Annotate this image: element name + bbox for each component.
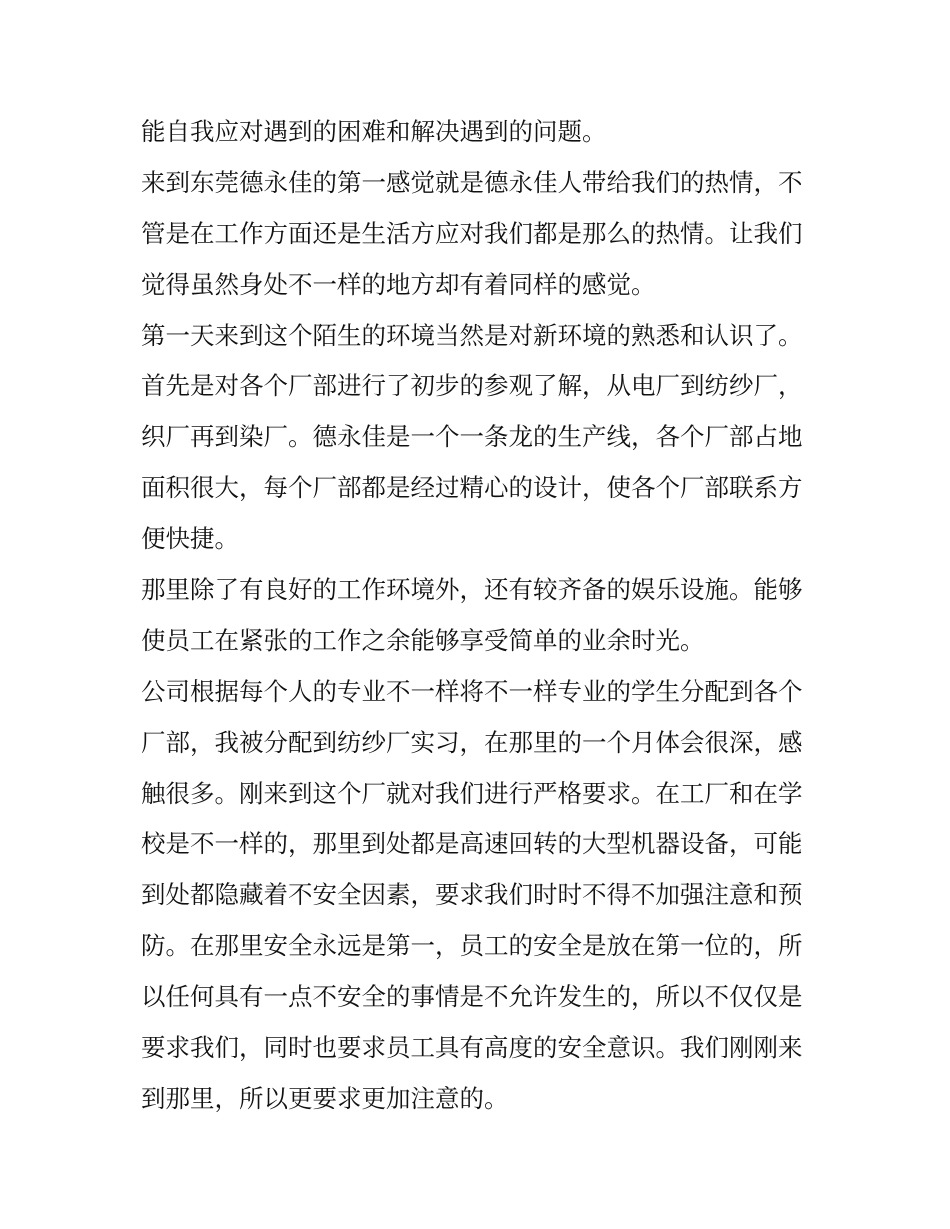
text-line: 管是在工作方面还是生活方应对我们都是那么的热情。让我们 [141, 218, 803, 248]
text-line: 来到东莞德永佳的第一感觉就是德永佳人带给我们的热情，不 [141, 167, 803, 197]
text-line: 以任何具有一点不安全的事情是不允许发生的，所以不仅仅是 [141, 982, 803, 1012]
text-line: 能自我应对遇到的困难和解决遇到的问题。 [141, 117, 607, 146]
text-line: 第一天来到这个陌生的环境当然是对新环境的熟悉和认识了。 [141, 320, 803, 350]
text-line: 触很多。刚来到这个厂就对我们进行严格要求。在工厂和在学 [141, 778, 803, 808]
body-text [141, 107, 813, 1125]
text-line: 公司根据每个人的专业不一样将不一样专业的学生分配到各个 [141, 676, 803, 706]
text-line: 觉得虽然身处不一样的地方却有着同样的感觉。 [141, 269, 656, 299]
text-line: 校是不一样的，那里到处都是高速回转的大型机器设备，可能 [141, 829, 803, 859]
text-line: 到处都隐藏着不安全因素，要求我们时时不得不加强注意和预 [141, 880, 803, 910]
text-line: 织厂再到染厂。德永佳是一个一条龙的生产线，各个厂部占地 [141, 422, 803, 452]
text-line: 防。在那里安全永远是第一，员工的安全是放在第一位的，所 [141, 931, 803, 961]
text-line: 首先是对各个厂部进行了初步的参观了解，从电厂到纺纱厂， [141, 371, 803, 401]
text-line: 厂部，我被分配到纺纱厂实习，在那里的一个月体会很深，感 [141, 727, 803, 757]
text-line: 到那里，所以更要求更加注意的。 [141, 1083, 509, 1113]
text-line: 要求我们，同时也要求员工具有高度的安全意识。我们刚刚来 [141, 1033, 803, 1063]
text-line: 那里除了有良好的工作环境外，还有较齐备的娱乐设施。能够 [141, 575, 803, 605]
text-line: 便快捷。 [141, 524, 239, 554]
text-line: 使员工在紧张的工作之余能够享受简单的业余时光。 [141, 625, 705, 655]
text-line: 面积很大，每个厂部都是经过精心的设计，使各个厂部联系方 [141, 473, 803, 503]
